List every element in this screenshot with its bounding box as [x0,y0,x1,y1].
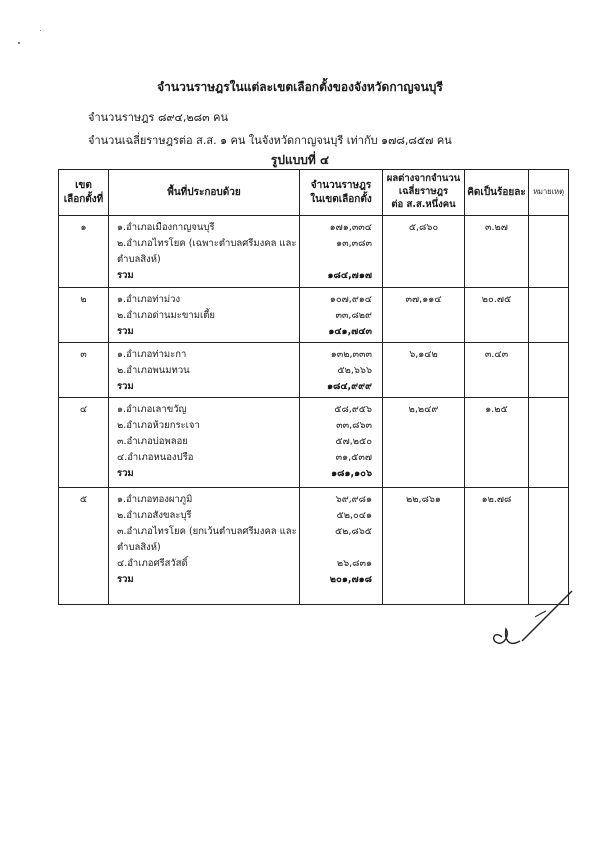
constituency-table [58,169,569,605]
area-line: ๓.อำเภอบ่อพลอย [117,436,188,447]
population-value: ๕๒,๖๖๖ [337,365,372,376]
area-total-label: รวม [117,270,134,281]
percent-value: ๑.๒๕ [485,404,508,415]
table-row [59,398,569,488]
area-line: ๑.อำเภอเลาขวัญ [117,404,187,415]
area-line: ๑.อำเภอท่าม่วง [117,294,181,305]
cell-area [109,398,300,488]
remark-value [529,216,568,232]
page-title: จำนวนราษฎรในแต่ละเขตเลือกตั้งของจังหวัดกาญจนบุรี [157,80,443,94]
population-value: ๕๒,๘๖๕ [334,526,372,537]
population-value: ๓๑,๕๓๗ [335,452,372,463]
table-row [59,216,569,288]
cell-percent [465,343,529,398]
header-area-text: พื้นที่ประกอบด้วย [167,186,241,198]
percent-value: ๓.๔๓ [484,349,509,360]
percent-value: ๒๐.๗๕ [481,294,512,305]
area-line: ตำบลสิงห์) [117,542,161,553]
population-value: ๑๐๗,๙๑๔ [329,294,372,305]
cell-percent [465,288,529,343]
cell-district-no [59,288,109,343]
header-population-text: จำนวนราษฎร ในเขตเลือกตั้ง [310,180,372,205]
cell-population [300,216,383,288]
average-line: จำนวนเฉลี่ยราษฎรต่อ ส.ส. ๑ คน ในจังหวัดกาญจนบุรี เท่ากับ ๑๗๘,๘๕๗ คน [88,134,452,147]
cell-area [109,488,300,605]
area-line: ๒.อำเภอสังขละบุรี [117,510,192,521]
area-total-label: รวม [117,468,134,479]
cell-area [109,343,300,398]
area-line: ๒.อำเภอห้วยกระเจา [117,420,200,431]
cell-area [109,216,300,288]
header-percent-text: คิดเป็นร้อยละ [467,186,526,198]
difference-value: ๒,๒๔๙ [408,404,439,415]
cell-population [300,488,383,605]
cell-remark [529,216,569,288]
area-total-label: รวม [117,326,134,337]
cell-area [109,288,300,343]
population-total: ๑๘๔,๙๙๙ [326,381,372,392]
cell-district-no [59,398,109,488]
cell-remark [529,288,569,343]
cell-remark [529,398,569,488]
area-line: ๒.อำเภอไทรโยค (เฉพาะตำบลศรีมงคล และ [117,238,297,249]
population-total: ๒๐๑,๗๑๘ [329,574,372,585]
remark-value [529,343,568,359]
header-district-text: เขต เลือกตั้งที่ [63,180,104,205]
population-total: ๑๔๑,๗๔๓ [328,326,372,337]
population-value: ๕๗,๒๕๐ [335,436,372,447]
model-label: รูปแบบที่ ๔ [270,153,330,167]
cell-population [300,398,383,488]
difference-value: ๓๗,๑๑๔ [405,294,442,305]
area-line: ๑.อำเภอทองผาภูมิ [117,494,193,505]
population-value [300,252,382,268]
cell-difference [383,288,465,343]
population-value: ๒๖,๘๓๑ [336,558,372,569]
difference-value: ๕,๘๖๐ [408,222,439,233]
population-value: ๖๙,๙๘๑ [335,494,372,505]
population-value: ๕๒,๐๔๑ [336,510,372,521]
district-number: ๑ [80,222,87,233]
header-difference [383,170,465,216]
area-line: ๒.อำเภอด่านมะขามเตี้ย [117,310,215,321]
remark-value [529,488,568,504]
table-header-row [59,170,569,216]
population-value: ๑๓,๓๘๓ [336,238,372,249]
population-total: ๑๘๑,๑๐๖ [331,468,372,479]
header-remark-text: หมายเหตุ [533,187,564,197]
cell-difference [383,488,465,605]
area-total-label: รวม [117,574,134,585]
remark-value [529,288,568,304]
area-line: ๑.อำเภอท่ามะกา [117,349,187,360]
district-number: ๔ [79,404,88,415]
cell-percent [465,398,529,488]
cell-district-no [59,216,109,288]
header-difference-text: ผลต่างจากจำนวน เฉลี่ยราษฎร ต่อ ส.ส.หนึ่งคน [386,173,461,210]
population-total: ๑๘๔,๗๑๗ [327,270,372,281]
population-line: จำนวนราษฎร ๘๙๔,๒๘๓ คน [88,111,228,124]
difference-value: ๖,๑๔๒ [409,349,438,360]
area-line: ๑.อำเภอเมืองกาญจนบุรี [117,222,215,233]
area-total-label: รวม [117,381,134,392]
cell-population [300,288,383,343]
population-value: ๕๘,๙๕๖ [334,404,372,415]
header-remark [529,170,569,216]
population-value: ๑๗๑,๓๓๔ [329,222,372,233]
district-number: ๒ [80,294,87,305]
header-population [300,170,383,216]
remark-value [529,398,568,414]
population-value [300,540,382,556]
district-number: ๕ [79,494,88,505]
area-line: ตำบลสิงห์) [117,254,161,265]
cell-district-no [59,488,109,605]
table-row [59,288,569,343]
area-line: ๔.อำเภอหนองปรือ [117,452,194,463]
cell-remark [529,343,569,398]
table-row [59,343,569,398]
signature [480,575,580,675]
cell-difference [383,216,465,288]
percent-value: ๓.๒๗ [485,222,508,233]
cell-difference [383,398,465,488]
cell-percent [465,216,529,288]
district-number: ๓ [80,349,87,360]
percent-value: ๑๒.๗๘ [481,494,512,505]
area-line: ๓.อำเภอไทรโยค (ยกเว้นตำบลศรีมงคล และ [117,526,297,537]
population-value: ๓๓,๘๖๓ [336,420,372,431]
header-percent [465,170,529,216]
cell-district-no [59,343,109,398]
cell-population [300,343,383,398]
header-district [59,170,109,216]
scan-speck [18,42,20,44]
area-line: ๔.อำเภอศรีสวัสดิ์ [117,558,188,569]
header-area [109,170,300,216]
cell-difference [383,343,465,398]
scan-speck [40,30,41,31]
area-line: ๒.อำเภอพนมทวน [117,365,190,376]
difference-value: ๒๒,๘๖๑ [406,494,441,505]
population-value: ๑๓๒,๓๓๓ [330,349,372,360]
population-value: ๓๓,๘๒๙ [335,310,372,321]
